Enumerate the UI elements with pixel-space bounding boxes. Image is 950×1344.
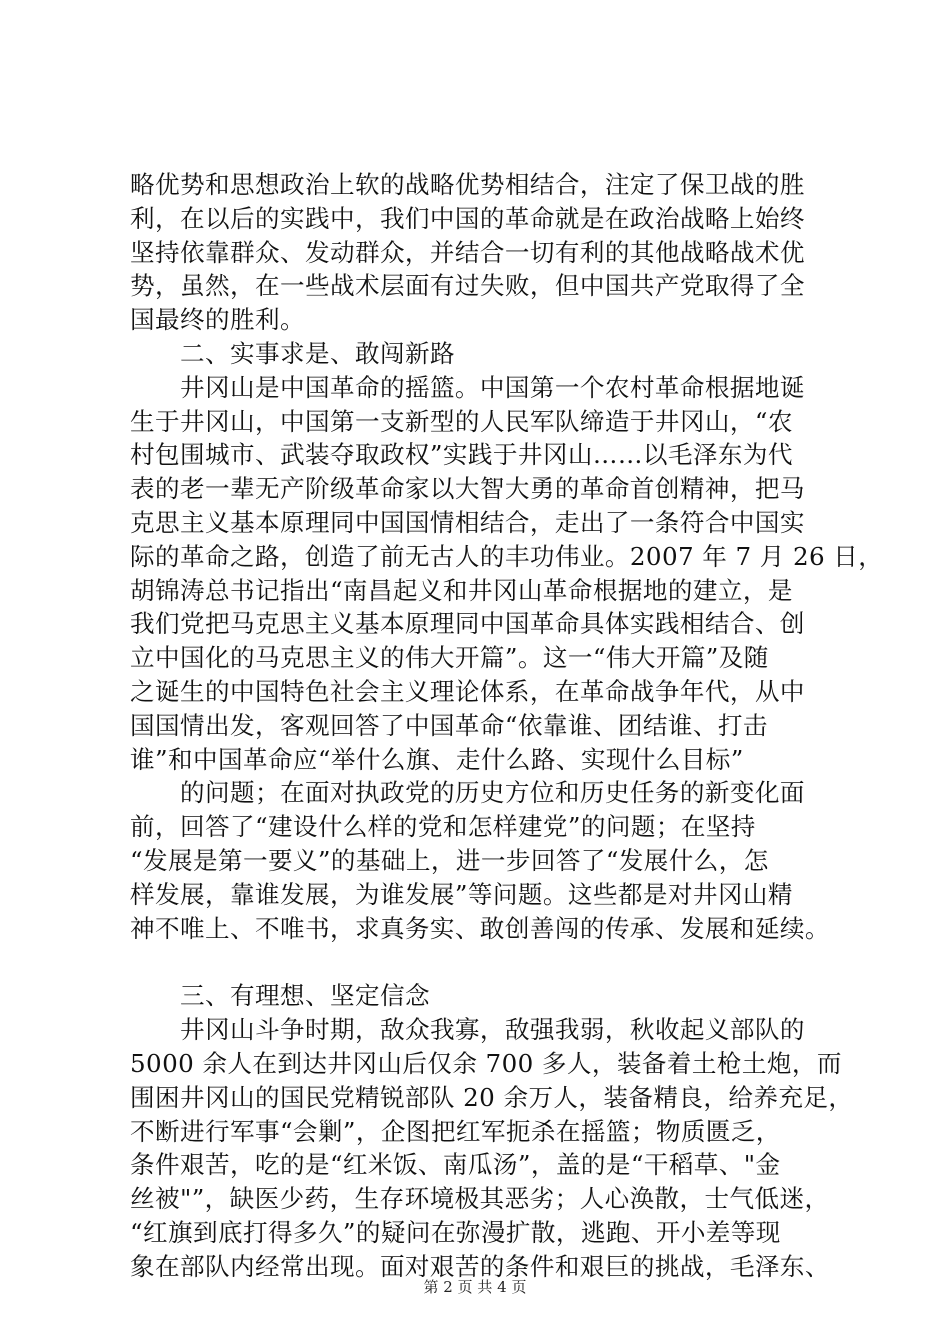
text-line: 立中国化的马克思主义的伟大开篇”。这一“伟大开篇”及随 (130, 643, 769, 673)
text-line: 的问题；在面对执政党的历史方位和历史任务的新变化面 (180, 778, 805, 808)
text-line: 际的革命之路，创造了前无古人的丰功伟业。2007 年 7 月 26 日， (130, 541, 884, 571)
text-line: 条件艰苦，吃的是“红米饭、南瓜汤”，盖的是“干稻草、"金 (130, 1150, 781, 1180)
text-line: “红旗到底打得多久”的疑问在弥漫扩散，逃跑、开小差等现 (130, 1217, 781, 1247)
text-line: 利，在以后的实践中，我们中国的革命就是在政治战略上始终 (130, 203, 805, 233)
section-heading: 三、有理想、坚定信念 (180, 981, 430, 1011)
page-number-footer: 第 2 页 共 4 页 (423, 1278, 527, 1296)
text-line: 丝被"”，缺医少药，生存环境极其恶劣；人心涣散，士气低迷， (130, 1184, 830, 1214)
text-line: 象在部队内经常出现。面对艰苦的条件和艰巨的挑战，毛泽东、 (130, 1251, 830, 1281)
text-line: 样发展，靠谁发展，为谁发展”等问题。这些都是对井冈山精 (130, 879, 793, 909)
text-line: 之诞生的中国特色社会主义理论体系，在革命战争年代，从中 (130, 676, 805, 706)
text-line: 前，回答了“建设什么样的党和怎样建党”的问题；在坚持 (130, 812, 756, 842)
text-line: “发展是第一要义”的基础上，进一步回答了“发展什么，怎 (130, 845, 769, 875)
paragraph-continuation (130, 168, 850, 337)
section-heading: 二、实事求是、敢闯新路 (180, 338, 455, 368)
text-line: 村包围城市、武装夺取政权”实践于井冈山……以毛泽东为代 (130, 440, 793, 470)
text-line: 坚持依靠群众、发动群众，并结合一切有利的其他战略战术优 (130, 237, 805, 267)
text-line: 井冈山斗争时期，敌众我寡，敌强我弱，秋收起义部队的 (180, 1015, 805, 1045)
text-line: 略优势和思想政治上软的战略优势相结合，注定了保卫战的胜 (130, 170, 805, 199)
text-line: 国国情出发，客观回答了中国革命“依靠谁、团结谁、打击 (130, 710, 768, 740)
text-line: 表的老一辈无产阶级革命家以大智大勇的革命首创精神，把马 (130, 474, 805, 504)
text-line: 不断进行军事“会剿”，企图把红军扼杀在摇篮；物质匮乏， (130, 1116, 781, 1146)
blank-line (130, 945, 850, 979)
text-line: 国最终的胜利。 (130, 305, 305, 335)
paragraph (130, 776, 850, 945)
text-line: 我们党把马克思主义基本原理同中国革命具体实践相结合、创 (130, 609, 805, 639)
text-line: 生于井冈山，中国第一支新型的人民军队缔造于井冈山，“农 (130, 406, 793, 436)
text-line: 围困井冈山的国民党精锐部队 20 余万人，装备精良，给养充足， (130, 1082, 854, 1112)
text-line: 井冈山是中国革命的摇篮。中国第一个农村革命根据地诞 (180, 372, 805, 402)
text-line: 胡锦涛总书记指出“南昌起义和井冈山革命根据地的建立，是 (130, 575, 793, 605)
paragraph (130, 1013, 854, 1283)
document-body (130, 168, 884, 1284)
text-line: 神不唯上、不唯书，求真务实、敢创善闯的传承、发展和延续。 (130, 913, 830, 943)
paragraph (130, 371, 884, 777)
text-line: 5000 余人在到达井冈山后仅余 700 多人，装备着土枪土炮，而 (130, 1048, 842, 1078)
text-line: 谁”和中国革命应“举什么旗、走什么路、实现什么目标” (130, 744, 744, 774)
text-line: 势，虽然，在一些战术层面有过失败，但中国共产党取得了全 (130, 271, 805, 301)
text-line: 克思主义基本原理同中国国情相结合，走出了一条符合中国实 (130, 507, 805, 537)
